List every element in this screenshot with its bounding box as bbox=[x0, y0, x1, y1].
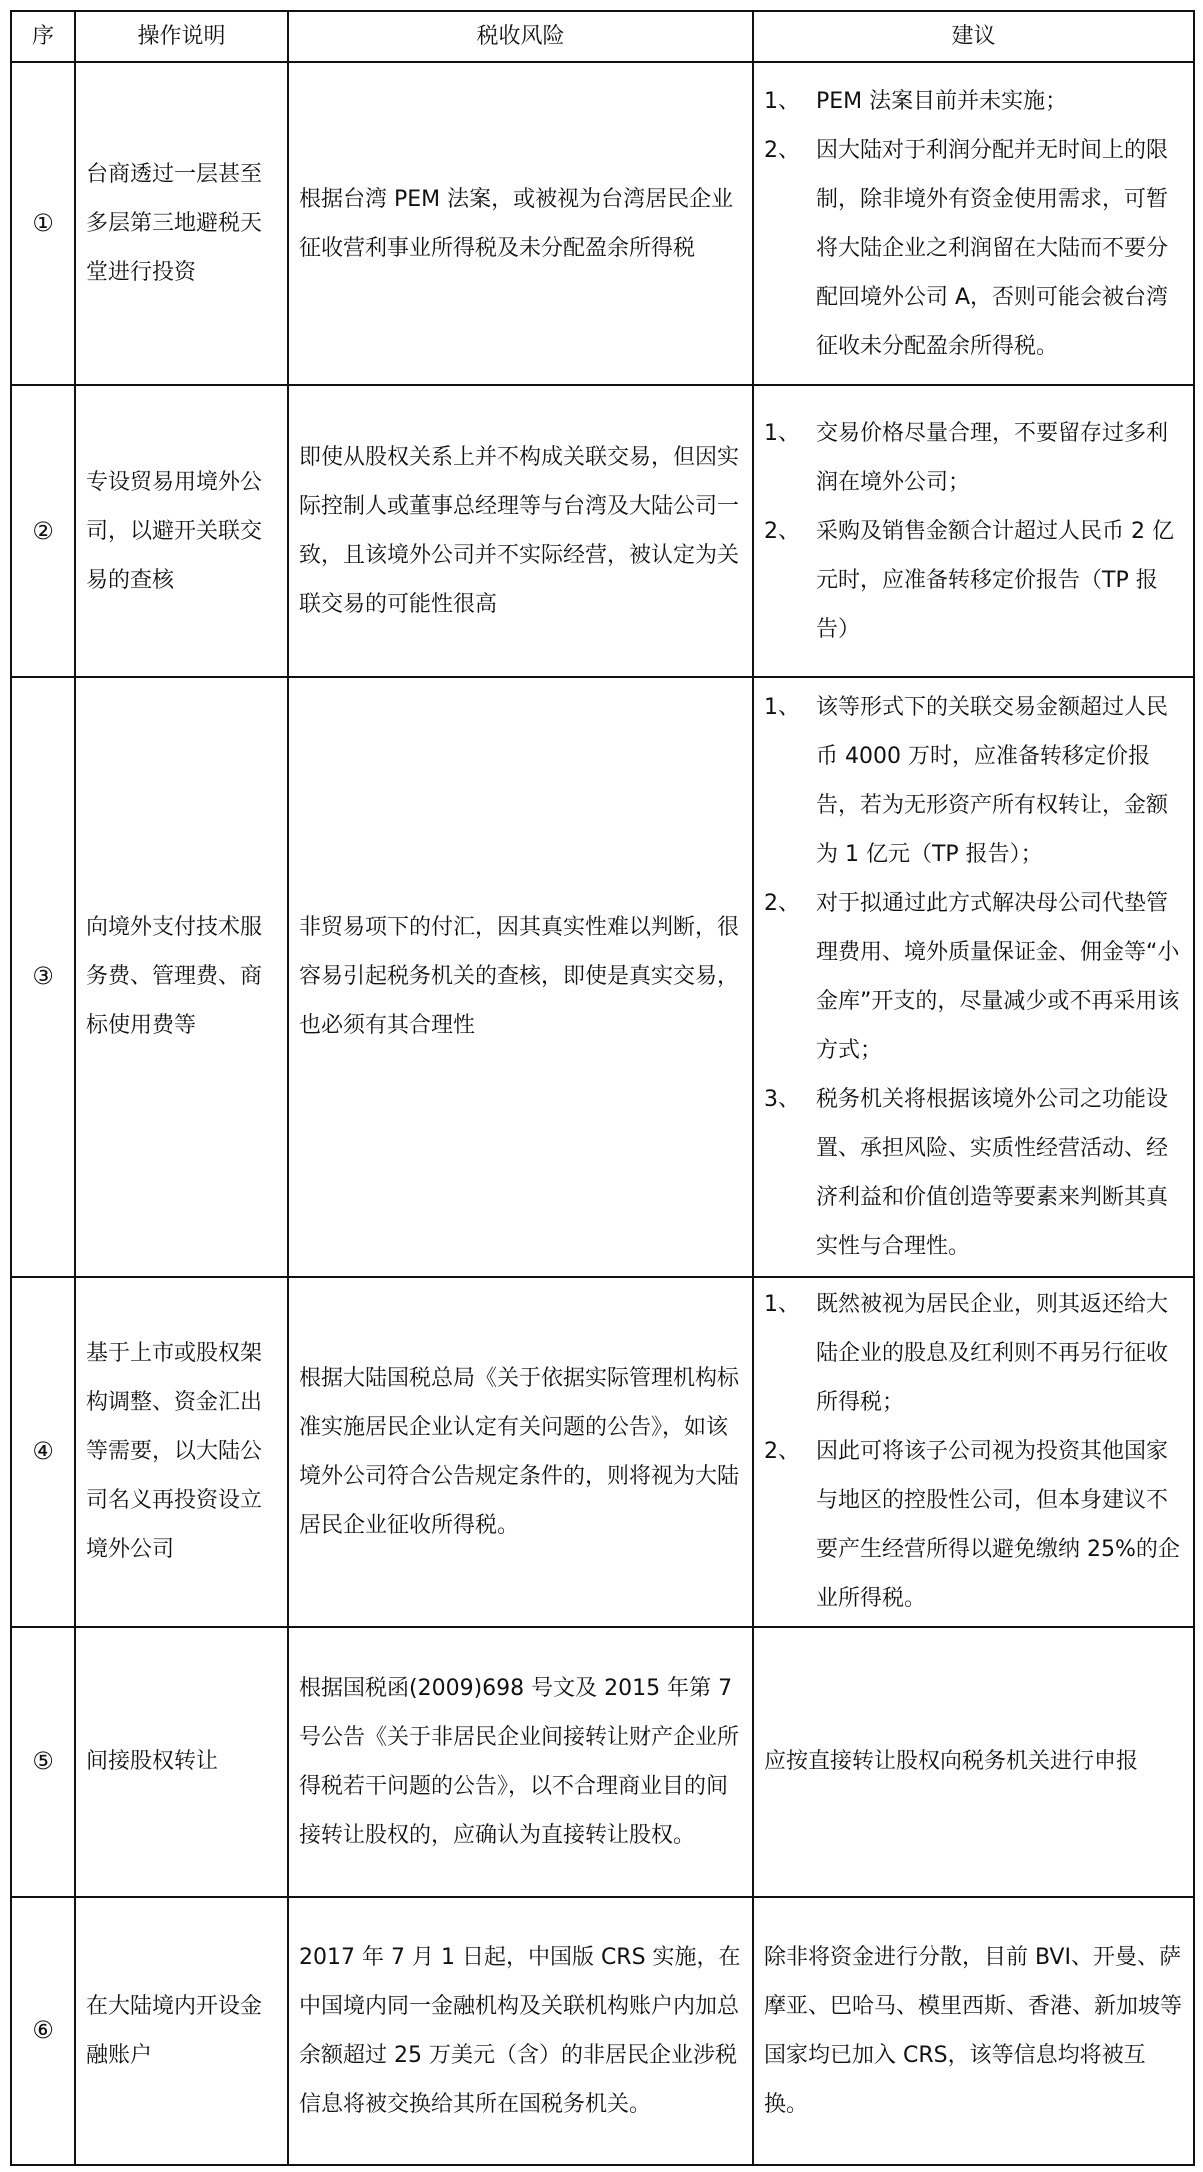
advice-item bbox=[764, 507, 1183, 654]
advice-item-number: 2、 bbox=[764, 518, 800, 544]
advice-cell bbox=[753, 1277, 1194, 1628]
advice-item-number: 2、 bbox=[764, 890, 800, 916]
advice-item-number: 1、 bbox=[764, 420, 800, 446]
advice-cell bbox=[753, 385, 1194, 677]
row-number: ① bbox=[11, 62, 75, 385]
advice-item bbox=[764, 879, 1183, 1075]
advice-item-text: PEM 法案目前并未实施； bbox=[816, 88, 1068, 114]
row-number: ④ bbox=[11, 1277, 75, 1628]
operation-cell: 专设贸易用境外公司，以避开关联交易的查核 bbox=[75, 385, 288, 677]
advice-item-number: 1、 bbox=[764, 88, 800, 114]
operation-cell: 基于上市或股权架构调整、资金汇出等需要，以大陆公司名义再投资设立境外公司 bbox=[75, 1277, 288, 1628]
tax-risk-cell: 即使从股权关系上并不构成关联交易，但因实际控制人或董事总经理等与台湾及大陆公司一致，且该境外公司并不实际经营，被认定为关联交易的可能性很高 bbox=[288, 385, 753, 677]
table-row bbox=[11, 62, 1194, 385]
advice-item-number: 1、 bbox=[764, 1292, 800, 1318]
table-row bbox=[11, 385, 1194, 677]
advice-item bbox=[764, 1075, 1183, 1271]
advice-item-text: 该等形式下的关联交易金额超过人民币 4000 万时，应准备转移定价报告，若为无形资产所有权转让，金额为 1 亿元（TP 报告）； bbox=[816, 694, 1169, 867]
tax-risk-cell: 根据国税函(2009)698 号文及 2015 年第 7 号公告《关于非居民企业间接转让财产企业所得税若干问题的公告》，以不合理商业目的间接转让股权的，应确认为直接转让股权。 bbox=[288, 1627, 753, 1896]
tax-risk-cell: 2017 年 7 月 1 日起，中国版 CRS 实施，在中国境内同一金融机构及关联机构账户内加总余额超过 25 万美元（含）的非居民企业涉税信息将被交换给其所在国税务机关。 bbox=[288, 1897, 753, 2165]
tax-risk-cell: 根据大陆国税总局《关于依据实际管理机构标准实施居民企业认定有关问题的公告》，如该境外公司符合公告规定条件的，则将视为大陆居民企业征收所得税。 bbox=[288, 1277, 753, 1628]
advice-item-text: 因大陆对于利润分配并无时间上的限制，除非境外有资金使用需求，可暂将大陆企业之利润留在大陆而不要分配回境外公司 A，否则可能会被台湾征收未分配盈余所得税。 bbox=[816, 137, 1169, 359]
advice-item-number: 2、 bbox=[764, 137, 800, 163]
advice-item bbox=[764, 77, 1183, 126]
operation-cell: 在大陆境内开设金融账户 bbox=[75, 1897, 288, 2165]
advice-item-text: 交易价格尽量合理，不要留存过多利润在境外公司； bbox=[816, 420, 1169, 495]
header-index: 序 bbox=[11, 11, 75, 62]
advice-item-text: 采购及销售金额合计超过人民币 2 亿元时，应准备转移定价报告（TP 报告） bbox=[816, 518, 1174, 642]
tax-risk-cell: 根据台湾 PEM 法案，或被视为台湾居民企业征收营利事业所得税及未分配盈余所得税 bbox=[288, 62, 753, 385]
advice-item bbox=[764, 683, 1183, 879]
advice-item-text: 因此可将该子公司视为投资其他国家与地区的控股性公司，但本身建议不要产生经营所得以避免缴纳 25%的企业所得税。 bbox=[816, 1439, 1180, 1612]
advice-cell bbox=[753, 677, 1194, 1277]
header-operation: 操作说明 bbox=[75, 11, 288, 62]
advice-item bbox=[764, 1427, 1183, 1623]
header-advice: 建议 bbox=[753, 11, 1194, 62]
row-number: ② bbox=[11, 385, 75, 677]
row-number: ③ bbox=[11, 677, 75, 1277]
advice-item bbox=[764, 409, 1183, 507]
advice-item-number: 3、 bbox=[764, 1086, 800, 1112]
operation-cell: 台商透过一层甚至多层第三地避税天堂进行投资 bbox=[75, 62, 288, 385]
row-number: ⑤ bbox=[11, 1627, 75, 1896]
table-row bbox=[11, 1277, 1194, 1628]
operation-cell: 间接股权转让 bbox=[75, 1627, 288, 1896]
table-row bbox=[11, 1897, 1194, 2165]
header-row bbox=[11, 11, 1194, 62]
advice-item-text: 既然被视为居民企业，则其返还给大陆企业的股息及红利则不再另行征收所得税； bbox=[816, 1292, 1169, 1416]
advice-cell: 除非将资金进行分散，目前 BVI、开曼、萨摩亚、巴哈马、模里西斯、香港、新加坡等国家均已加入 CRS，该等信息均将被互换。 bbox=[753, 1897, 1194, 2165]
advice-item bbox=[764, 1280, 1183, 1427]
advice-item-number: 2、 bbox=[764, 1439, 800, 1465]
advice-cell: 应按直接转让股权向税务机关进行申报 bbox=[753, 1627, 1194, 1896]
advice-item-text: 税务机关将根据该境外公司之功能设置、承担风险、实质性经营活动、经济利益和价值创造等要素来判断其真实性与合理性。 bbox=[816, 1086, 1169, 1259]
header-tax-risk: 税收风险 bbox=[288, 11, 753, 62]
tax-risk-cell: 非贸易项下的付汇，因其真实性难以判断，很容易引起税务机关的查核，即使是真实交易，也必须有其合理性 bbox=[288, 677, 753, 1277]
table-row bbox=[11, 1627, 1194, 1896]
advice-item-number: 1、 bbox=[764, 694, 800, 720]
row-number: ⑥ bbox=[11, 1897, 75, 2165]
advice-cell bbox=[753, 62, 1194, 385]
operation-cell: 向境外支付技术服务费、管理费、商标使用费等 bbox=[75, 677, 288, 1277]
advice-item-text: 对于拟通过此方式解决母公司代垫管理费用、境外质量保证金、佣金等“小金库”开支的，尽量减少或不再采用该方式； bbox=[816, 890, 1180, 1063]
advice-item bbox=[764, 126, 1183, 371]
tax-risk-table bbox=[10, 10, 1195, 2166]
table-row bbox=[11, 677, 1194, 1277]
